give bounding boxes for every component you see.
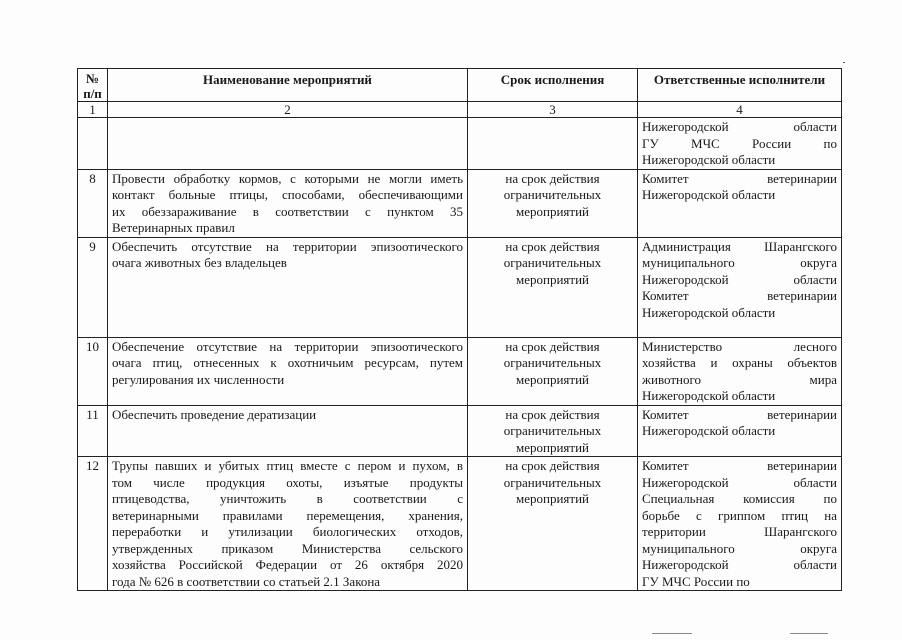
text-line: мероприятий [516, 491, 589, 506]
deadline [468, 118, 638, 170]
text-line: Нижегородской области [642, 304, 776, 320]
table-row [78, 457, 842, 591]
header-term-label: Срок исполнения [500, 72, 605, 87]
responsible-executors [638, 337, 842, 405]
text-line: Администрация Шарангского [642, 238, 837, 254]
text-line: Нижегородской области [642, 557, 837, 572]
text-line: Министерство лесного [642, 338, 837, 354]
row-number: 8 [78, 169, 108, 237]
measure-name [108, 457, 468, 591]
row-number: 9 [78, 237, 108, 337]
header-resp-label: Ответственные исполнители [653, 72, 826, 87]
responsible-executors [638, 237, 842, 337]
table-header-row [78, 69, 842, 102]
deadline [468, 457, 638, 591]
text-line: Провести обработку кормов, с которыми не могли иметь [112, 170, 463, 186]
text-line: ГУ МЧС России по [642, 135, 837, 151]
text-line: мероприятий [516, 439, 589, 455]
table-row [78, 237, 842, 337]
text-line: регулирования их численности [112, 371, 285, 387]
text-line: на срок действия [505, 458, 600, 473]
header-term [468, 69, 638, 102]
text-line: том числе продукция охоты, изъятые продукты [112, 474, 463, 490]
header-name-label: Наименование мероприятий [203, 72, 372, 87]
measure-name [108, 118, 468, 170]
measures-table [77, 68, 842, 591]
text-line: ограничительных [503, 474, 602, 490]
text-line: ограничительных [503, 423, 602, 438]
deadline [468, 169, 638, 237]
text-line: животного мира [642, 371, 837, 387]
deadline [468, 337, 638, 405]
header-num [78, 69, 108, 102]
header-num-label: № п/п [83, 71, 102, 101]
column-index-row [78, 102, 842, 118]
text-line: ограничительных [503, 255, 602, 270]
text-line: птицеводства, уничтожить в соответствии с [112, 491, 463, 506]
text-line: очага птиц, отнесенных к охотничьим ресурсам, путем [112, 355, 463, 370]
text-line: их обеззараживание в соответствии с пунктом 35 [112, 203, 463, 219]
scan-mark [843, 62, 845, 63]
text-line: Нижегородской области [642, 474, 837, 490]
text-line: переработки и утилизации биологических отходов, [112, 524, 463, 539]
responsible-executors [638, 118, 842, 170]
table-row [78, 405, 842, 457]
text-line: ограничительных [503, 187, 602, 202]
row-number: 10 [78, 337, 108, 405]
text-line: Ветеринарных правил [112, 220, 235, 235]
text-line: Специальная комиссия по [642, 491, 837, 506]
responsible-executors [638, 405, 842, 457]
responsible-executors [638, 457, 842, 591]
text-line: контакт больные птицы, способами, обеспечивающими [112, 187, 463, 202]
column-index: 2 [108, 102, 468, 118]
text-line: на срок действия [505, 170, 600, 186]
table-row [78, 118, 842, 170]
table-row [78, 337, 842, 405]
text-line: Нижегородской области [642, 187, 776, 202]
text-line: муниципального округа [642, 255, 837, 270]
text-line: утвержденных приказом Министерства сельского [112, 540, 463, 556]
responsible-executors [638, 169, 842, 237]
text-line: ветеринарными правилами перемещения, хранения, [112, 507, 463, 523]
row-number: 12 [78, 457, 108, 591]
table-body [78, 118, 842, 591]
text-line: на срок действия [505, 338, 600, 354]
header-resp [638, 69, 842, 102]
text-line: мероприятий [516, 271, 589, 287]
measure-name [108, 337, 468, 405]
table-row [78, 169, 842, 237]
text-line: Нижегородской области [642, 423, 776, 438]
text-line: Обеспечить проведение дератизации [112, 406, 317, 422]
deadline [468, 405, 638, 457]
text-line: Комитет ветеринарии [642, 288, 837, 303]
scan-mark [652, 633, 692, 634]
text-line: Нижегородской области [642, 271, 837, 287]
text-line: Трупы павших и убитых птиц вместе с пером и пухом, в [112, 458, 463, 473]
text-line: Нижегородской области [642, 388, 776, 403]
text-line: борьбе с гриппом птиц на [642, 507, 837, 523]
text-line: Комитет ветеринарии [642, 458, 837, 473]
text-line: мероприятий [516, 371, 589, 387]
measure-name [108, 405, 468, 457]
text-line: на срок действия [505, 238, 600, 254]
row-number [78, 118, 108, 170]
measure-name [108, 169, 468, 237]
text-line: на срок действия [505, 406, 600, 422]
column-index: 1 [78, 102, 108, 118]
text-line: ГУ МЧС России по [642, 573, 750, 589]
measure-name [108, 237, 468, 337]
row-number: 11 [78, 405, 108, 457]
text-line: территории Шарангского [642, 524, 837, 539]
deadline [468, 237, 638, 337]
text-line: хозяйства Российской Федерации от 26 октября 2020 [112, 557, 463, 572]
text-line: муниципального округа [642, 540, 837, 556]
text-line: хозяйства и охраны объектов [642, 355, 837, 370]
scan-mark [790, 633, 828, 634]
text-line: Нижегородской области [642, 152, 776, 167]
column-index: 3 [468, 102, 638, 118]
text-line: Комитет ветеринарии [642, 406, 837, 422]
text-line: года № 626 в соответствии со статьей 2.1 Закона [112, 573, 381, 589]
column-index: 4 [638, 102, 842, 118]
text-line: Нижегородской области [642, 119, 837, 134]
header-name [108, 69, 468, 102]
text-line: мероприятий [516, 203, 589, 219]
text-line: очага животных без владельцев [112, 255, 287, 270]
text-line: ограничительных [503, 355, 602, 370]
text-line: Обеспечение отсутствие на территории эпизоотического [112, 338, 463, 354]
text-line: Обеспечить отсутствие на территории эпизоотического [112, 238, 463, 254]
text-line: Комитет ветеринарии [642, 170, 837, 186]
